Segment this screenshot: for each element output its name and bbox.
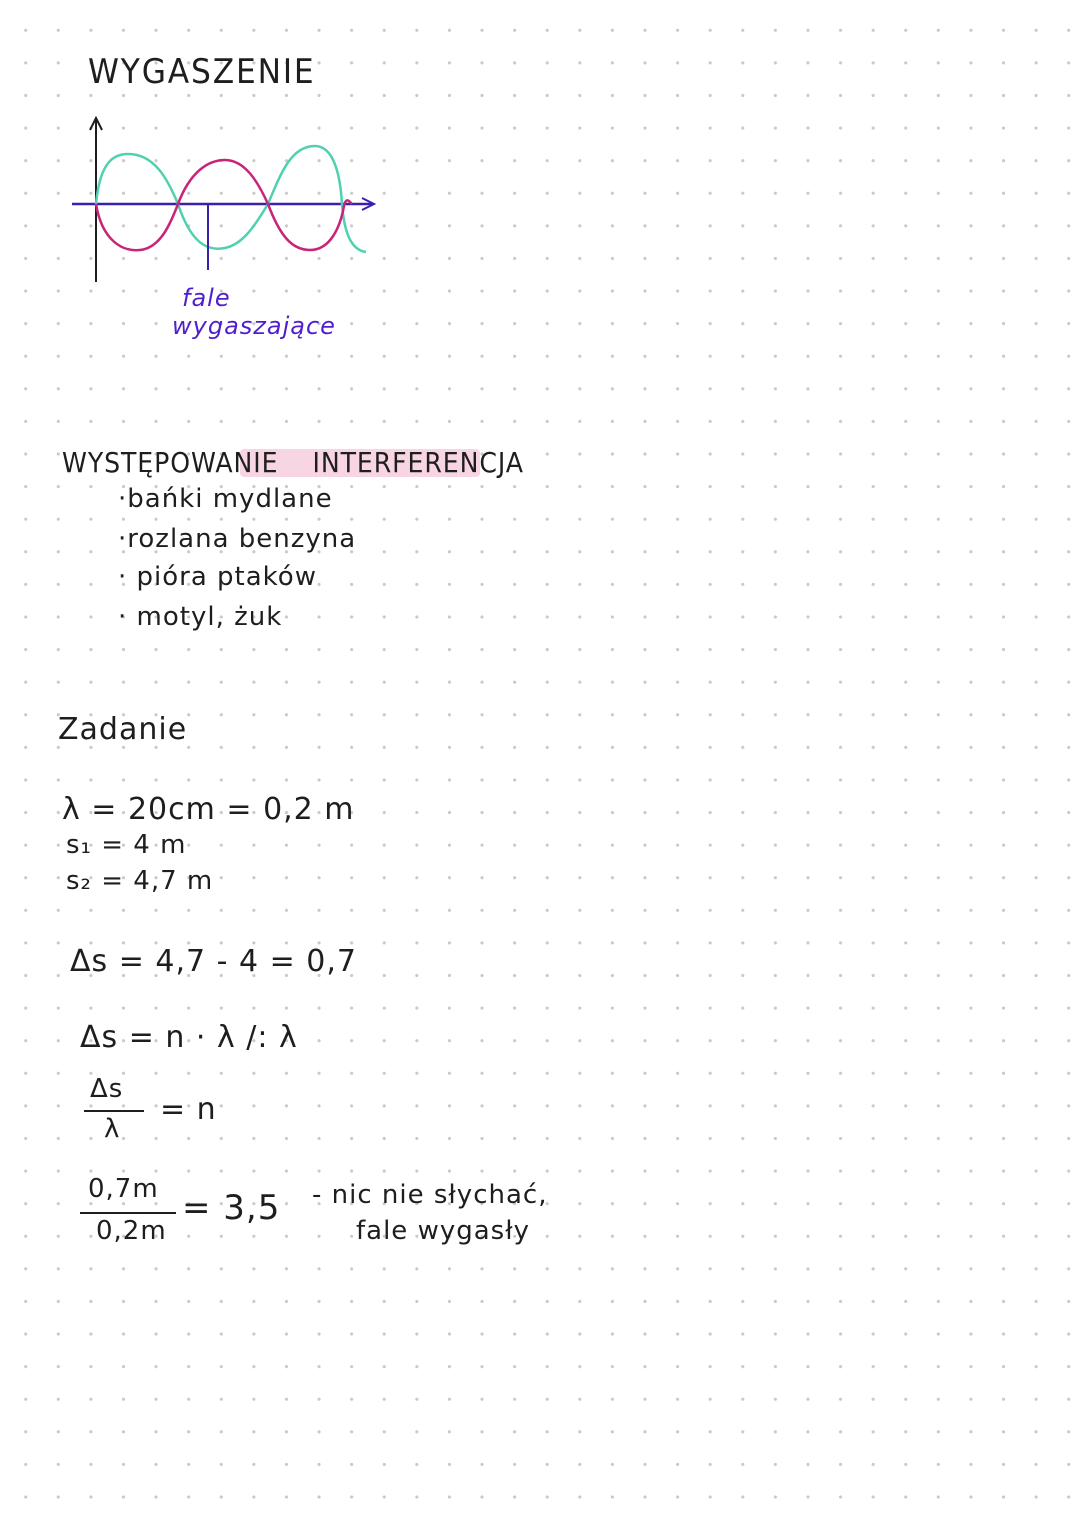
- conclusion-line-1: - nic nie słychać,: [312, 1180, 548, 1210]
- heading-wygaszenie: WYGASZENIE: [88, 52, 316, 92]
- heading-wystepowanie: [62, 446, 524, 479]
- diagram-label-fale: fale: [182, 284, 231, 312]
- diagram-label-wygaszajace: wygaszające: [172, 312, 336, 340]
- fraction-1-result: = n: [160, 1092, 217, 1127]
- bullet-item: · motyl, żuk: [118, 602, 283, 632]
- conclusion-line-2: fale wygasły: [356, 1216, 530, 1246]
- fraction-1-denominator: λ: [104, 1114, 121, 1144]
- fraction-2-result: = 3,5: [182, 1188, 281, 1228]
- given-s1: s₁ = 4 m: [66, 830, 187, 860]
- fraction-2-line: [80, 1212, 176, 1214]
- delta-s-calculation: Δs = 4,7 - 4 = 0,7: [70, 944, 357, 979]
- given-s2: s₂ = 4,7 m: [66, 866, 214, 896]
- fraction-1-numerator: Δs: [90, 1074, 124, 1104]
- bullet-item: · pióra ptaków: [118, 562, 317, 592]
- given-wavelength: λ = 20cm = 0,2 m: [62, 792, 355, 827]
- fraction-1-line: [84, 1110, 144, 1112]
- fraction-2-numerator: 0,7m: [88, 1174, 159, 1204]
- heading-word-2: INTERFERENCJA: [312, 446, 524, 479]
- bullet-item: ·bańki mydlane: [118, 484, 333, 514]
- task-title: Zadanie: [58, 712, 188, 747]
- heading-word-1: WYSTĘPOWANIE: [62, 446, 279, 479]
- fraction-2-denominator: 0,2m: [96, 1216, 167, 1246]
- delta-s-formula: Δs = n · λ /: λ: [80, 1020, 298, 1055]
- bullet-item: ·rozlana benzyna: [118, 524, 357, 554]
